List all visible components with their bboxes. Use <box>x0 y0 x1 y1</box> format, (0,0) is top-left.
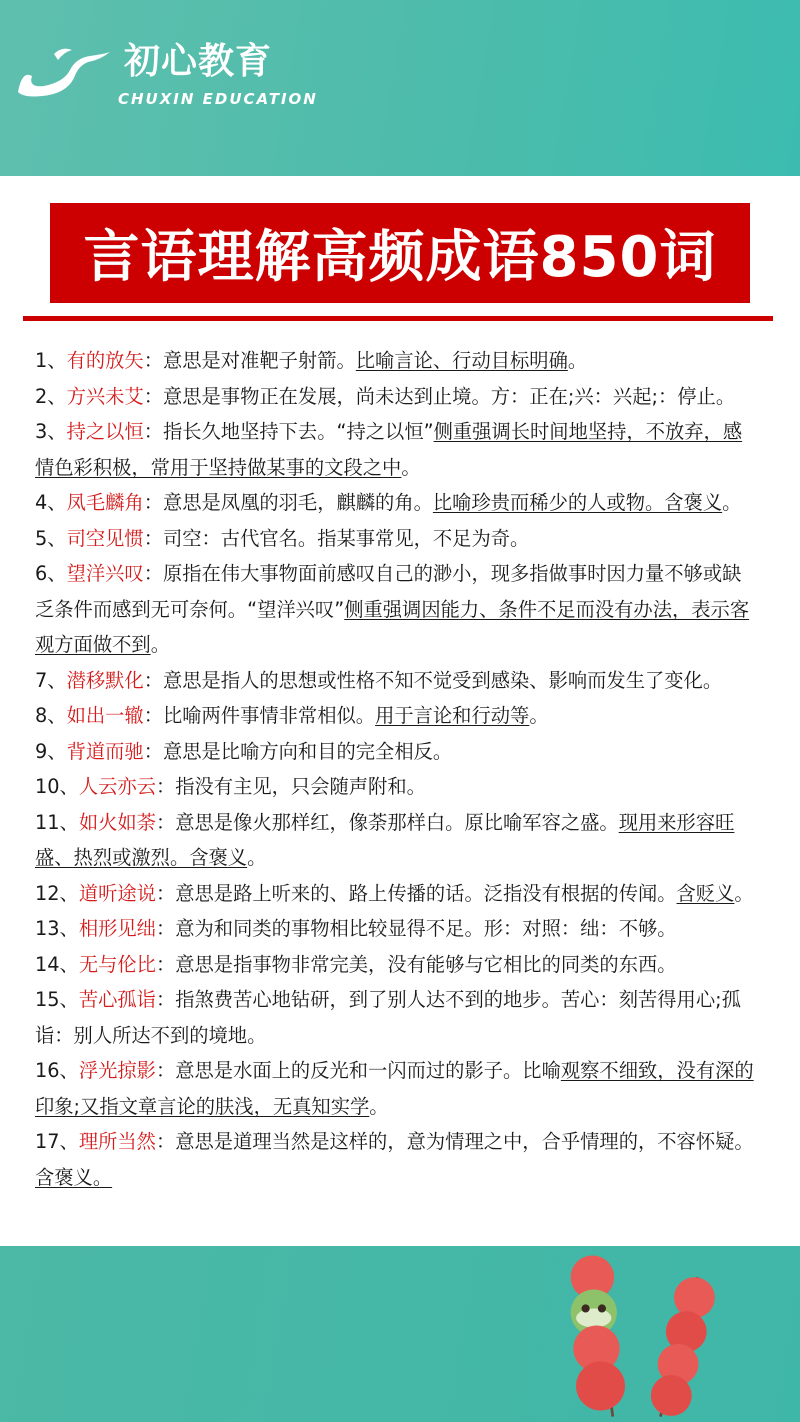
item-number: 3、 <box>35 420 67 443</box>
explanation-text: 指没有主见，只会随声附和。 <box>175 775 426 798</box>
header-banner <box>0 0 800 176</box>
explanation-text: 。 <box>150 633 170 656</box>
explanation-text: 原指在伟大事物面前感叹自己的渺小，现多指做事时因力量不够或缺乏条件而感到无可奈何。“望洋兴叹” <box>35 562 742 621</box>
explanation-text: 比喻两件事情非常相似。 <box>162 704 376 727</box>
colon: ： <box>155 775 176 798</box>
explanation-text: 意思是指人的思想或性格不知不觉受到感染、影响而发生了变化。 <box>162 668 723 692</box>
item-number: 7、 <box>35 668 67 692</box>
item-number: 9、 <box>35 739 67 763</box>
idiom-term: 浮光掠影 <box>78 1059 156 1082</box>
idiom-item <box>35 947 760 983</box>
idiom-item <box>35 805 760 876</box>
explanation-text: 意思是指事物非常完美，没有能够与它相比的同类的东西。 <box>175 952 677 976</box>
explanation-text: 。 <box>247 846 267 869</box>
idiom-term: 理所当然 <box>78 1130 156 1153</box>
explanation-text: 。 <box>369 1094 389 1118</box>
colon: ： <box>143 739 163 763</box>
colon: ： <box>155 952 176 976</box>
colon: ： <box>143 704 163 727</box>
colon: ： <box>155 988 176 1011</box>
idiom-term: 有的放矢 <box>66 349 144 372</box>
item-number: 1、 <box>35 349 67 372</box>
item-number: 10、 <box>35 775 79 798</box>
underlined-explanation: 侧重强调因能力、条件不足而没有办法，表示客观方面做不到 <box>35 597 750 656</box>
explanation-text: 意思是像火那样红，像荼那样白。原比喻军容之盛。 <box>175 810 619 834</box>
item-number: 16、 <box>35 1059 79 1082</box>
item-number: 17、 <box>35 1130 79 1153</box>
colon: ： <box>143 349 163 372</box>
explanation-text: 意思是事物正在发展，尚未达到止境。方：正在;兴：兴起;：停止。 <box>162 384 736 408</box>
idiom-term: 司空见惯 <box>66 526 144 550</box>
item-number: 8、 <box>35 704 67 727</box>
explanation-text: 意为和同类的事物相比较显得不足。形：对照：绌：不够。 <box>175 917 677 940</box>
brand-name-cn: 初心教育 <box>124 41 273 82</box>
explanation-text: 意思是对准靶子射箭。 <box>162 349 356 372</box>
logo-brush-icon <box>14 40 114 100</box>
idiom-item <box>35 698 760 734</box>
underlined-explanation: 侧重强调长时间地坚持，不放弃，感情色彩积极，常用于坚持做某事的文段之中 <box>35 420 743 479</box>
idiom-item <box>35 876 760 912</box>
idiom-item <box>35 982 760 1053</box>
idiom-item <box>35 521 760 557</box>
colon: ： <box>155 881 176 905</box>
idiom-item <box>35 1124 760 1195</box>
colon: ： <box>155 810 176 834</box>
idiom-term: 背道而驰 <box>66 739 144 763</box>
idiom-item <box>35 485 760 521</box>
item-number: 13、 <box>35 917 79 940</box>
idiom-item <box>35 343 760 379</box>
item-number: 11、 <box>35 810 79 834</box>
page-title: 言语理解高频成语850词 <box>83 225 717 290</box>
idiom-item <box>35 734 760 770</box>
item-number: 12、 <box>35 881 79 905</box>
colon: ： <box>155 1059 176 1082</box>
title-banner <box>50 203 750 303</box>
idiom-item <box>35 379 760 415</box>
item-number: 6、 <box>35 562 67 585</box>
explanation-text: 指长久地坚持下去。“持之以恒” <box>162 420 434 443</box>
idiom-item <box>35 556 760 663</box>
colon: ： <box>155 917 176 940</box>
item-number: 14、 <box>35 952 79 976</box>
idiom-item <box>35 769 760 805</box>
divider <box>23 316 773 321</box>
candied-haws-mascot-decoration <box>540 1250 740 1420</box>
item-number: 4、 <box>35 491 67 514</box>
explanation-text: 指煞费苦心地钻研，到了别人达不到的地步。苦心：刻苦得用心;孤诣：别人所达不到的境地。 <box>35 988 741 1047</box>
explanation-text: 。 <box>722 491 742 514</box>
item-number: 5、 <box>35 526 67 550</box>
underlined-explanation: 含褒义。 <box>35 1165 113 1189</box>
explanation-text: 。 <box>529 704 549 727</box>
idiom-item <box>35 911 760 947</box>
idiom-term: 潜移默化 <box>66 668 144 692</box>
colon: ： <box>143 384 163 408</box>
colon: ： <box>143 526 163 550</box>
idiom-term: 人云亦云 <box>78 775 156 798</box>
underlined-explanation: 比喻言论、行动目标明确 <box>355 349 568 372</box>
colon: ： <box>143 491 163 514</box>
brand-name-en: CHUXIN EDUCATION <box>118 90 318 108</box>
idiom-term: 凤毛麟角 <box>66 491 144 514</box>
idiom-term: 无与伦比 <box>78 952 156 976</box>
idiom-list <box>35 343 760 1195</box>
idiom-item <box>35 1053 760 1124</box>
idiom-term: 持之以恒 <box>66 420 144 443</box>
explanation-text: 意思是凤凰的羽毛，麒麟的角。 <box>162 491 433 514</box>
idiom-term: 方兴未艾 <box>66 384 144 408</box>
idiom-term: 如火如荼 <box>78 810 156 834</box>
explanation-text: 。 <box>734 881 754 905</box>
explanation-text: 意思是比喻方向和目的完全相反。 <box>162 739 453 763</box>
idiom-term: 望洋兴叹 <box>66 562 144 585</box>
idiom-item <box>35 663 760 699</box>
underlined-explanation: 观察不细致，没有深的印象;又指文章言论的肤浅，无真知实学 <box>35 1059 754 1118</box>
explanation-text: 司空：古代官名。指某事常见，不足为奇。 <box>162 526 530 550</box>
colon: ： <box>143 562 163 585</box>
explanation-text: 意思是道理当然是这样的，意为情理之中，合乎情理的，不容怀疑。 <box>175 1130 754 1153</box>
idiom-term: 如出一辙 <box>66 704 144 727</box>
underlined-explanation: 用于言论和行动等 <box>375 704 530 727</box>
idiom-term: 道听途说 <box>78 881 156 905</box>
idiom-term: 苦心孤诣 <box>78 988 156 1011</box>
underlined-explanation: 现用来形容旺盛、热烈或激烈。含褒义 <box>35 810 735 869</box>
colon: ： <box>143 668 163 692</box>
underlined-explanation: 含贬义 <box>676 881 735 905</box>
explanation-text: 。 <box>401 455 421 479</box>
colon: ： <box>143 420 163 443</box>
explanation-text: 意思是水面上的反光和一闪而过的影子。比喻 <box>175 1059 561 1082</box>
item-number: 15、 <box>35 988 79 1011</box>
explanation-text: 意思是路上听来的、路上传播的话。泛指没有根据的传闻。 <box>175 881 677 905</box>
item-number: 2、 <box>35 384 67 408</box>
underlined-explanation: 比喻珍贵而稀少的人或物。含褒义 <box>432 491 723 514</box>
idiom-term: 相形见绌 <box>78 917 156 940</box>
explanation-text: 。 <box>567 349 588 372</box>
idiom-item <box>35 414 760 485</box>
colon: ： <box>155 1130 176 1153</box>
